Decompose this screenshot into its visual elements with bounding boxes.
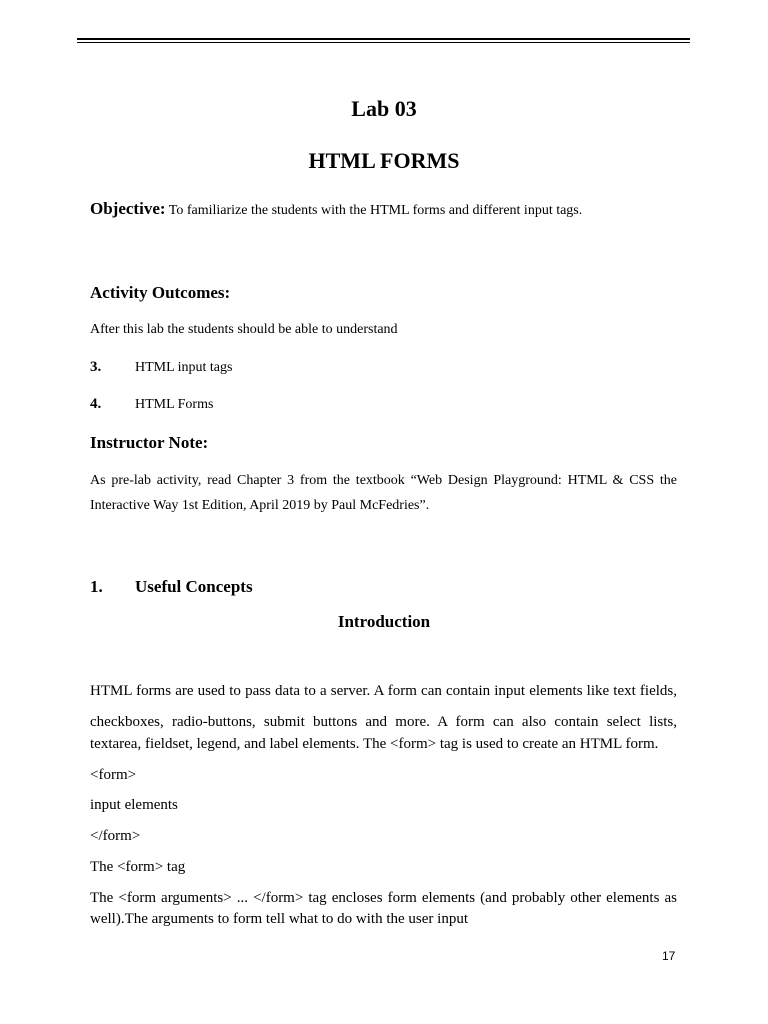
instructor-note-line: Interactive Way 1st Edition, April 2019 by Paul McFedries”. — [90, 498, 430, 513]
instructor-heading: Instructor Note: — [90, 433, 209, 452]
header-rule-thin — [77, 42, 690, 43]
outcome-number: 3. — [90, 359, 102, 375]
objective-label: Objective: — [90, 199, 166, 218]
activity-intro: After this lab the students should be able to understand — [90, 322, 398, 337]
activity-heading: Activity Outcomes: — [90, 283, 231, 302]
main-title: HTML FORMS — [308, 148, 460, 173]
outcome-number: 4. — [90, 396, 102, 412]
lab-title: Lab 03 — [351, 96, 417, 121]
body-line: textarea, fieldset, legend, and label elements. The <form> tag is used to create an HTML form. — [90, 736, 659, 752]
section-title: Useful Concepts — [135, 577, 253, 596]
objective — [90, 199, 690, 219]
header-rule-thick — [77, 38, 690, 40]
arguments-line: The <form arguments> ... </form> tag encloses form elements (and probably other elements as — [90, 890, 677, 906]
body-line: HTML forms are used to pass data to a server. A form can contain input elements like text fields, — [90, 683, 677, 699]
outcome-text: HTML Forms — [135, 397, 214, 412]
arguments-line: well).The arguments to form tell what to do with the user input — [90, 911, 468, 927]
instructor-note-line: As pre-lab activity, read Chapter 3 from the textbook “Web Design Playground: HTML & CSS the — [90, 473, 677, 488]
code-input-elements: input elements — [90, 797, 178, 813]
code-close-tag: </form> — [90, 828, 141, 844]
outcome-text: HTML input tags — [135, 360, 233, 375]
page-number: 17 — [662, 949, 676, 963]
section-number: 1. — [90, 577, 103, 596]
form-tag-line: The <form> tag — [90, 859, 186, 875]
code-open-tag: <form> — [90, 767, 137, 783]
body-line: checkboxes, radio-buttons, submit buttons and more. A form can also contain select lists, — [90, 714, 677, 730]
intro-heading: Introduction — [337, 612, 431, 631]
objective-text: To familiarize the students with the HTML forms and different input tags. — [168, 203, 583, 218]
